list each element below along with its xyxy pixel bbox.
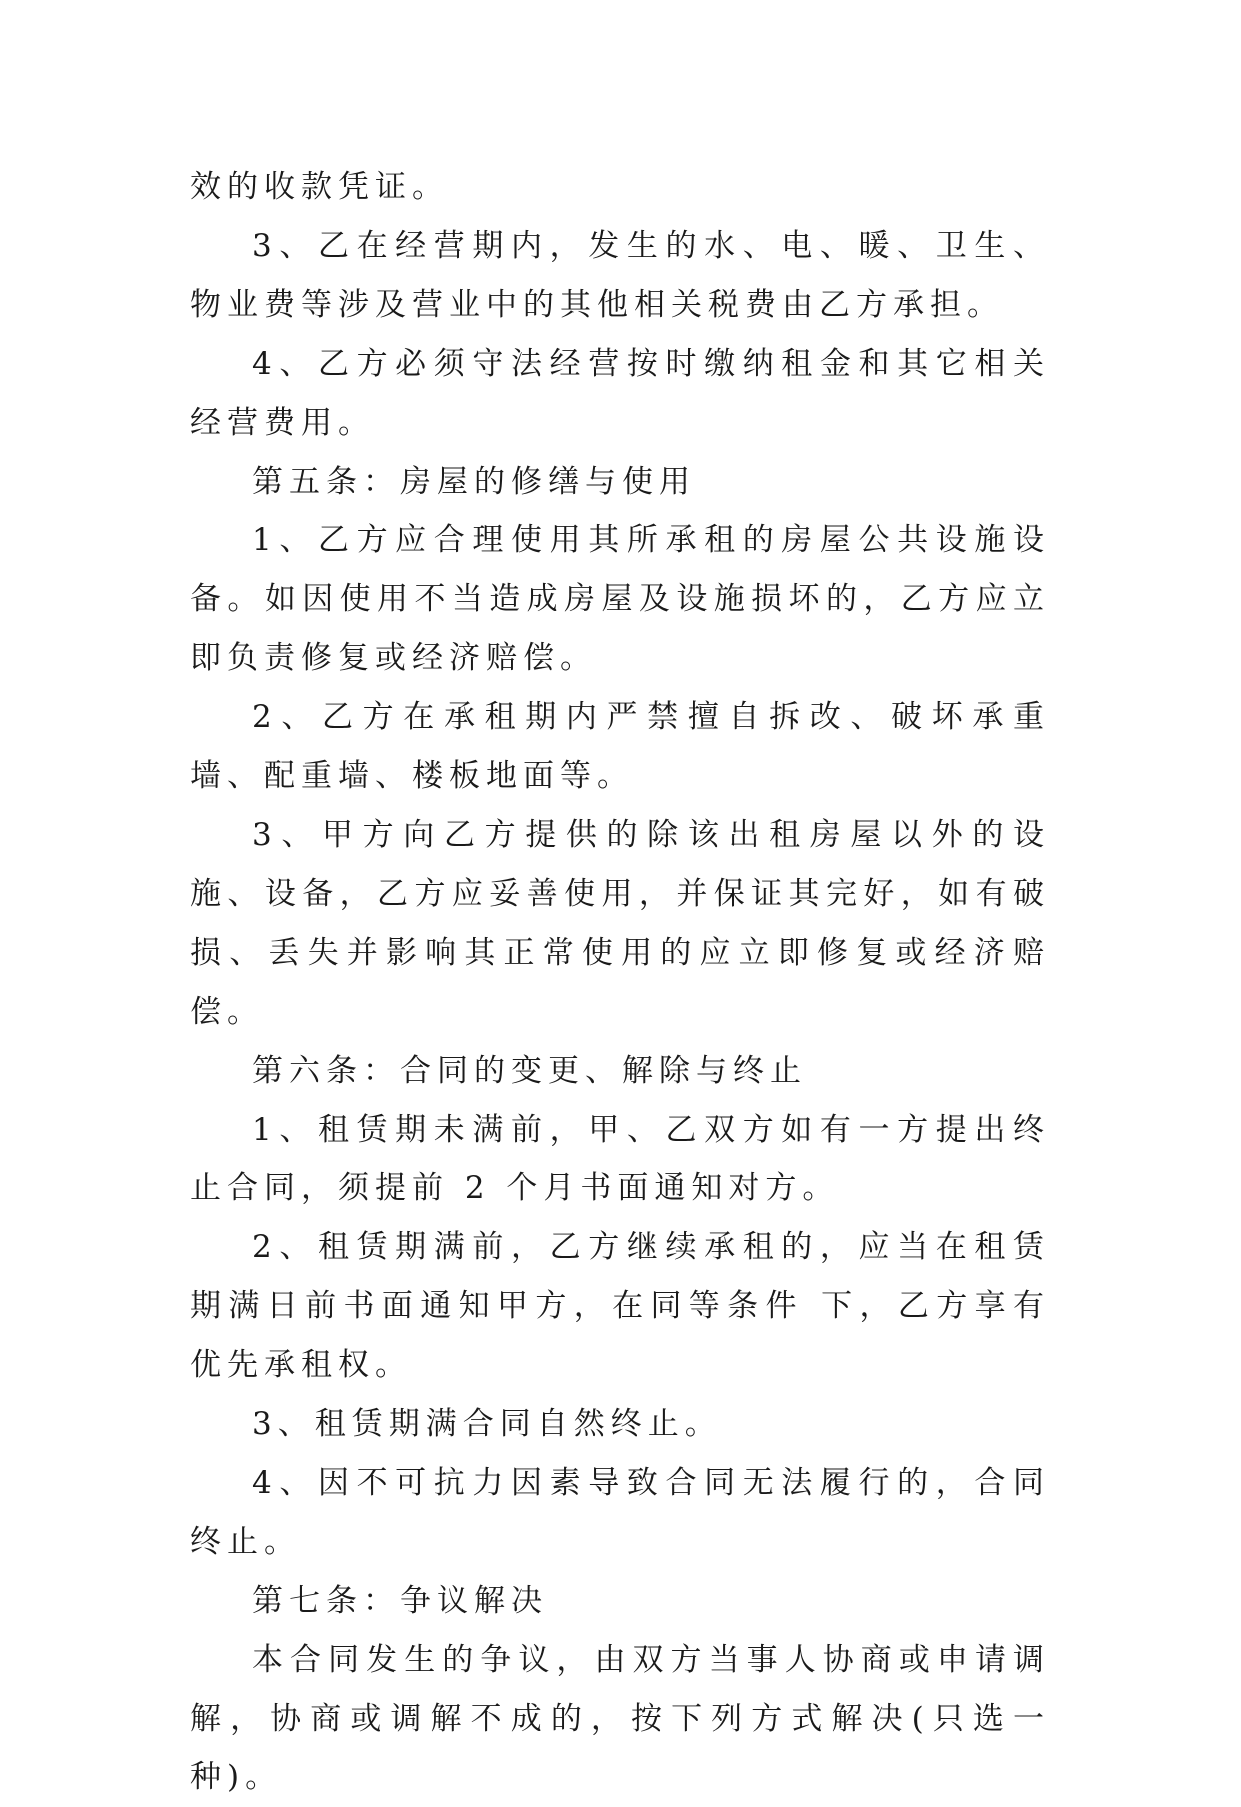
paragraph-lawful-operation: 4、乙方必须守法经营按时缴纳租金和其它相关经营费用。: [190, 345, 1050, 441]
heading-article-7: 第七条：争议解决: [252, 1582, 548, 1619]
heading-article-5: 第五条：房屋的修缮与使用: [252, 463, 696, 500]
paragraph-receipt-continuation: 效的收款凭证。: [190, 169, 449, 205]
document-body: [190, 158, 1050, 1807]
paragraph-reasonable-use: 1、乙方应合理使用其所承租的房屋公共设施设备。如因使用不当造成房屋及设施损坏的，乙方应立即负责修复或经济赔偿。: [190, 522, 1050, 677]
paragraph-force-majeure: 4、因不可抗力因素导致合同无法履行的，合同终止。: [190, 1464, 1050, 1560]
paragraph-utilities-fees: 3、乙在经营期内，发生的水、电、暖、卫生、物业费等涉及营业中的其他相关税费由乙方承担。: [190, 227, 1050, 323]
paragraph-natural-expiry: 3、租赁期满合同自然终止。: [252, 1406, 722, 1443]
paragraph-dispute-resolution: 本合同发生的争议，由双方当事人协商或申请调解，协商或调解不成的，按下列方式解决(只选一种)。: [190, 1641, 1050, 1796]
paragraph-no-structural-changes: 2、乙方在承租期内严禁擅自拆改、破坏承重墙、配重墙、楼板地面等。: [190, 699, 1050, 795]
paragraph-early-termination: 1、租赁期未满前，甲、乙双方如有一方提出终止合同，须提前 2 个月书面通知对方。: [190, 1111, 1050, 1207]
heading-article-6: 第六条：合同的变更、解除与终止: [252, 1052, 807, 1089]
paragraph-renewal-priority: 2、租赁期满前，乙方继续承租的，应当在租赁期满日前书面通知甲方，在同等条件 下，乙方享有优先承租权。: [190, 1229, 1050, 1384]
paragraph-facilities-care: 3、甲方向乙方提供的除该出租房屋以外的设施、设备，乙方应妥善使用，并保证其完好，如有破损、丢失并影响其正常使用的应立即修复或经济赔偿。: [190, 816, 1050, 1030]
